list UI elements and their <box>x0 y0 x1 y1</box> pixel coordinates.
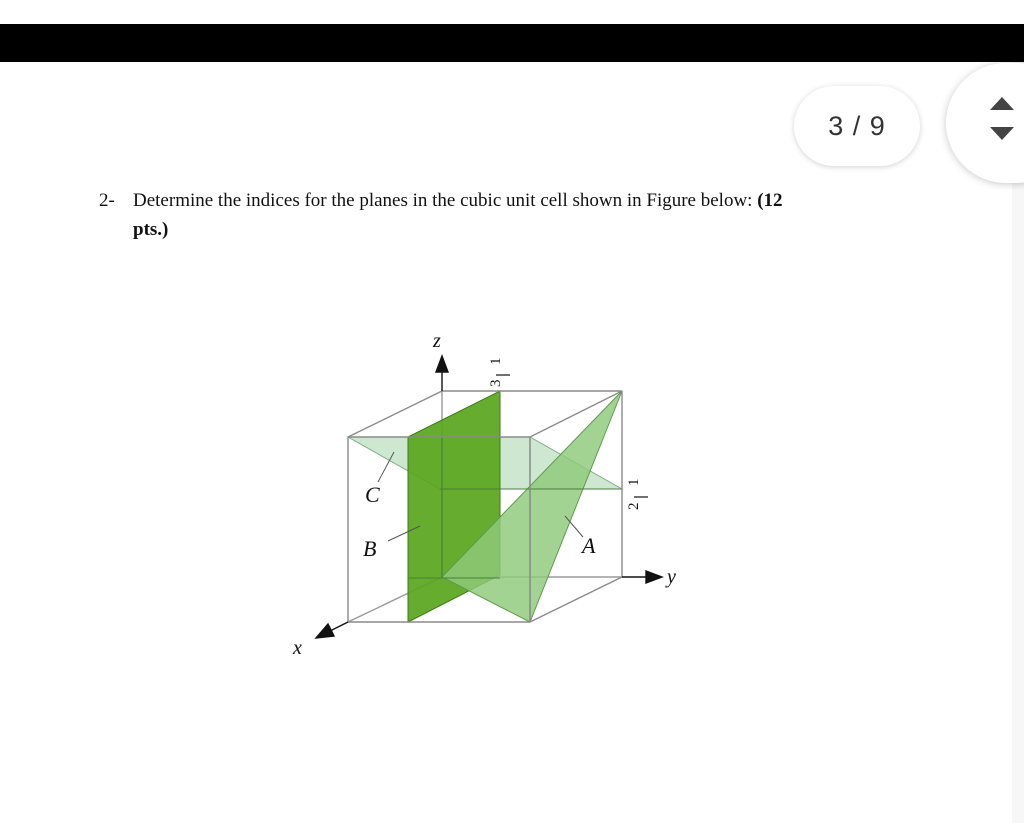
question-2 <box>99 186 859 244</box>
fraction-third-den: 3 <box>488 379 504 387</box>
fraction-half-den: 2 <box>626 502 642 510</box>
fraction-one-third <box>488 358 510 388</box>
x-axis <box>330 622 348 631</box>
page-indicator-text: 3 / 9 <box>828 110 886 141</box>
fraction-half-num: 1 <box>626 478 642 486</box>
fraction-third-num: 1 <box>488 357 504 365</box>
x-axis-label: x <box>293 637 302 659</box>
page-indicator <box>794 86 920 166</box>
label-b: B <box>363 536 377 561</box>
question-points-1: (12 <box>757 190 783 211</box>
question-line-2 <box>99 215 859 244</box>
fraction-one-half <box>626 479 648 511</box>
label-a: A <box>582 533 596 558</box>
cubic-unit-cell-figure <box>280 320 700 670</box>
label-c: C <box>365 482 380 507</box>
top-margin <box>0 0 1024 24</box>
question-number: 2- <box>99 190 115 211</box>
question-line-1 <box>99 186 859 215</box>
scroll-handle[interactable] <box>946 63 1024 183</box>
z-axis-label: z <box>433 330 441 352</box>
y-axis-arrow <box>646 571 662 583</box>
status-bar <box>0 24 1024 62</box>
z-axis-arrow <box>436 356 448 372</box>
x-axis-arrow <box>316 624 334 638</box>
question-points-2: pts.) <box>133 219 169 240</box>
triangle-down-icon[interactable] <box>990 127 1014 140</box>
question-text: Determine the indices for the planes in the cubic unit cell shown in Figure below: <box>133 190 753 211</box>
cube-diagram <box>280 320 700 670</box>
y-axis-label: y <box>667 566 676 588</box>
triangle-up-icon[interactable] <box>990 97 1014 110</box>
